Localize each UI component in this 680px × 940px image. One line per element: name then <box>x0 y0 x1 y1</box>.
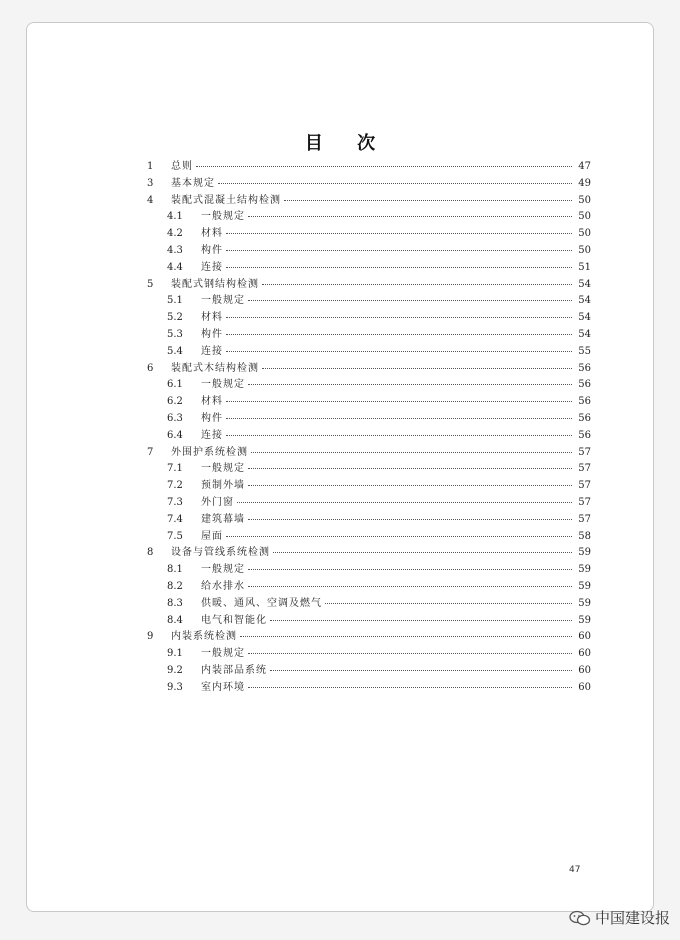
toc-leader-dots <box>226 334 572 335</box>
toc-entry <box>147 562 591 579</box>
toc-entry <box>147 411 591 428</box>
toc-page-number: 60 <box>578 664 591 676</box>
toc-page-number: 56 <box>578 429 591 441</box>
toc-leader-dots <box>262 284 572 285</box>
toc-number: 5.1 <box>167 295 183 307</box>
toc-title: 一般规定 <box>201 564 245 576</box>
toc-leader-dots <box>248 519 572 520</box>
toc-page-number: 50 <box>578 228 591 240</box>
footer-page-number: 47 <box>569 865 581 875</box>
toc-title: 材料 <box>201 312 223 324</box>
toc-page-number: 59 <box>578 547 591 559</box>
toc-title: 一般规定 <box>201 463 245 475</box>
toc-title: 设备与管线系统检测 <box>171 547 270 559</box>
toc-leader-dots <box>248 586 572 587</box>
toc-entry <box>147 613 591 630</box>
toc-title: 材料 <box>201 396 223 408</box>
toc-leader-dots <box>226 435 572 436</box>
toc-number: 4.1 <box>167 211 183 223</box>
toc-number: 7.5 <box>167 530 183 542</box>
toc-entry <box>147 310 591 327</box>
toc-number: 5.4 <box>167 345 183 357</box>
toc-leader-dots <box>237 502 572 503</box>
toc-entry <box>147 344 591 361</box>
toc-entry <box>147 193 591 210</box>
toc-number: 5 <box>147 278 154 290</box>
toc-entry <box>147 663 591 680</box>
table-of-contents <box>147 159 591 697</box>
wechat-icon <box>569 910 591 926</box>
toc-number: 7.1 <box>167 463 183 475</box>
toc-leader-dots <box>226 536 572 537</box>
toc-page-number: 58 <box>578 530 591 542</box>
toc-entry <box>147 428 591 445</box>
toc-number: 7.2 <box>167 480 183 492</box>
toc-leader-dots <box>248 216 572 217</box>
toc-leader-dots <box>226 317 572 318</box>
toc-title: 连接 <box>201 261 223 273</box>
toc-number: 8.4 <box>167 614 183 626</box>
toc-leader-dots <box>284 200 572 201</box>
toc-title: 构件 <box>201 412 223 424</box>
toc-title: 外门窗 <box>201 496 234 508</box>
toc-page-number: 55 <box>578 345 591 357</box>
toc-page-number: 47 <box>578 161 591 172</box>
toc-page-number: 56 <box>578 412 591 424</box>
toc-leader-dots <box>248 569 572 570</box>
toc-leader-dots <box>270 620 572 621</box>
toc-page-number: 51 <box>578 261 591 273</box>
page-title: 目 次 <box>304 133 390 154</box>
toc-title: 电气和智能化 <box>201 614 267 626</box>
toc-leader-dots <box>248 300 572 301</box>
toc-entry <box>147 445 591 462</box>
toc-leader-dots <box>226 351 572 352</box>
toc-page-number: 54 <box>578 278 591 290</box>
toc-number: 8.2 <box>167 580 183 592</box>
document-page <box>26 22 654 912</box>
toc-number: 9 <box>147 631 154 643</box>
toc-entry <box>147 277 591 294</box>
toc-number: 8.3 <box>167 597 183 609</box>
toc-number: 6 <box>147 362 154 374</box>
toc-number: 4 <box>147 194 154 206</box>
toc-number: 1 <box>147 161 154 172</box>
toc-entry <box>147 646 591 663</box>
toc-title: 材料 <box>201 228 223 240</box>
toc-title: 预制外墙 <box>201 480 245 492</box>
toc-leader-dots <box>248 687 572 688</box>
toc-number: 5.3 <box>167 328 183 340</box>
toc-leader-dots <box>226 233 572 234</box>
watermark <box>569 907 670 928</box>
toc-leader-dots <box>218 183 572 184</box>
toc-leader-dots <box>248 653 572 654</box>
toc-entry <box>147 243 591 260</box>
toc-entry <box>147 512 591 529</box>
toc-title: 室内环境 <box>201 681 245 693</box>
toc-title: 总则 <box>171 161 193 172</box>
toc-title: 一般规定 <box>201 648 245 660</box>
toc-page-number: 49 <box>578 177 591 189</box>
toc-number: 6.2 <box>167 396 183 408</box>
toc-page-number: 57 <box>578 513 591 525</box>
toc-leader-dots <box>325 603 572 604</box>
toc-number: 3 <box>147 177 154 189</box>
toc-page-number: 60 <box>578 681 591 693</box>
toc-number: 7 <box>147 446 154 458</box>
toc-title: 外围护系统检测 <box>171 446 248 458</box>
toc-page-number: 59 <box>578 564 591 576</box>
toc-page-number: 54 <box>578 328 591 340</box>
toc-entry <box>147 596 591 613</box>
toc-number: 9.1 <box>167 648 183 660</box>
toc-title: 屋面 <box>201 530 223 542</box>
toc-entry <box>147 394 591 411</box>
toc-number: 4.2 <box>167 228 183 240</box>
toc-number: 6.3 <box>167 412 183 424</box>
toc-entry <box>147 176 591 193</box>
toc-number: 7.4 <box>167 513 183 525</box>
toc-title: 连接 <box>201 345 223 357</box>
toc-page-number: 59 <box>578 614 591 626</box>
toc-title: 构件 <box>201 244 223 256</box>
toc-number: 7.3 <box>167 496 183 508</box>
toc-leader-dots <box>248 384 572 385</box>
toc-leader-dots <box>251 452 572 453</box>
toc-leader-dots <box>270 670 572 671</box>
toc-page-number: 50 <box>578 194 591 206</box>
watermark-text: 中国建设报 <box>594 909 670 927</box>
toc-entry <box>147 361 591 378</box>
toc-page-number: 60 <box>578 631 591 643</box>
toc-leader-dots <box>273 552 572 553</box>
toc-entry <box>147 327 591 344</box>
toc-title: 一般规定 <box>201 295 245 307</box>
toc-entry <box>147 159 591 176</box>
toc-page-number: 56 <box>578 379 591 391</box>
toc-number: 6.4 <box>167 429 183 441</box>
toc-page-number: 54 <box>578 295 591 307</box>
toc-page-number: 57 <box>578 463 591 475</box>
toc-page-number: 56 <box>578 362 591 374</box>
toc-entry <box>147 545 591 562</box>
toc-number: 4.3 <box>167 244 183 256</box>
toc-leader-dots <box>240 636 572 637</box>
toc-title: 装配式木结构检测 <box>171 362 259 374</box>
toc-title: 连接 <box>201 429 223 441</box>
toc-number: 8 <box>147 547 154 559</box>
toc-title: 一般规定 <box>201 211 245 223</box>
toc-entry <box>147 377 591 394</box>
toc-entry <box>147 680 591 697</box>
toc-title: 装配式钢结构检测 <box>171 278 259 290</box>
toc-entry <box>147 629 591 646</box>
toc-number: 5.2 <box>167 312 183 324</box>
toc-leader-dots <box>226 418 572 419</box>
toc-leader-dots <box>196 166 572 167</box>
toc-title: 给水排水 <box>201 580 245 592</box>
toc-leader-dots <box>226 401 572 402</box>
toc-title: 装配式混凝土结构检测 <box>171 194 281 206</box>
toc-title: 构件 <box>201 328 223 340</box>
toc-entry <box>147 293 591 310</box>
toc-page-number: 60 <box>578 648 591 660</box>
toc-number: 9.3 <box>167 681 183 693</box>
toc-entry <box>147 226 591 243</box>
toc-leader-dots <box>226 267 572 268</box>
toc-title: 内装部品系统 <box>201 664 267 676</box>
toc-entry <box>147 579 591 596</box>
toc-title: 内装系统检测 <box>171 631 237 643</box>
toc-entry <box>147 260 591 277</box>
toc-leader-dots <box>226 250 572 251</box>
toc-title: 建筑幕墙 <box>201 513 245 525</box>
toc-leader-dots <box>262 368 572 369</box>
toc-page-number: 56 <box>578 396 591 408</box>
toc-entry <box>147 209 591 226</box>
toc-page-number: 57 <box>578 446 591 458</box>
toc-page-number: 59 <box>578 580 591 592</box>
toc-entry <box>147 478 591 495</box>
toc-number: 9.2 <box>167 664 183 676</box>
toc-page-number: 59 <box>578 597 591 609</box>
toc-number: 4.4 <box>167 261 183 273</box>
toc-entry <box>147 529 591 546</box>
toc-entry <box>147 495 591 512</box>
toc-page-number: 57 <box>578 480 591 492</box>
toc-number: 8.1 <box>167 564 183 576</box>
toc-title: 一般规定 <box>201 379 245 391</box>
toc-title: 基本规定 <box>171 177 215 189</box>
toc-leader-dots <box>248 485 572 486</box>
toc-page-number: 57 <box>578 496 591 508</box>
toc-page-number: 50 <box>578 211 591 223</box>
toc-number: 6.1 <box>167 379 183 391</box>
toc-page-number: 54 <box>578 312 591 324</box>
toc-page-number: 50 <box>578 244 591 256</box>
toc-title: 供暖、通风、空调及燃气 <box>201 597 322 609</box>
toc-leader-dots <box>248 468 572 469</box>
toc-entry <box>147 461 591 478</box>
